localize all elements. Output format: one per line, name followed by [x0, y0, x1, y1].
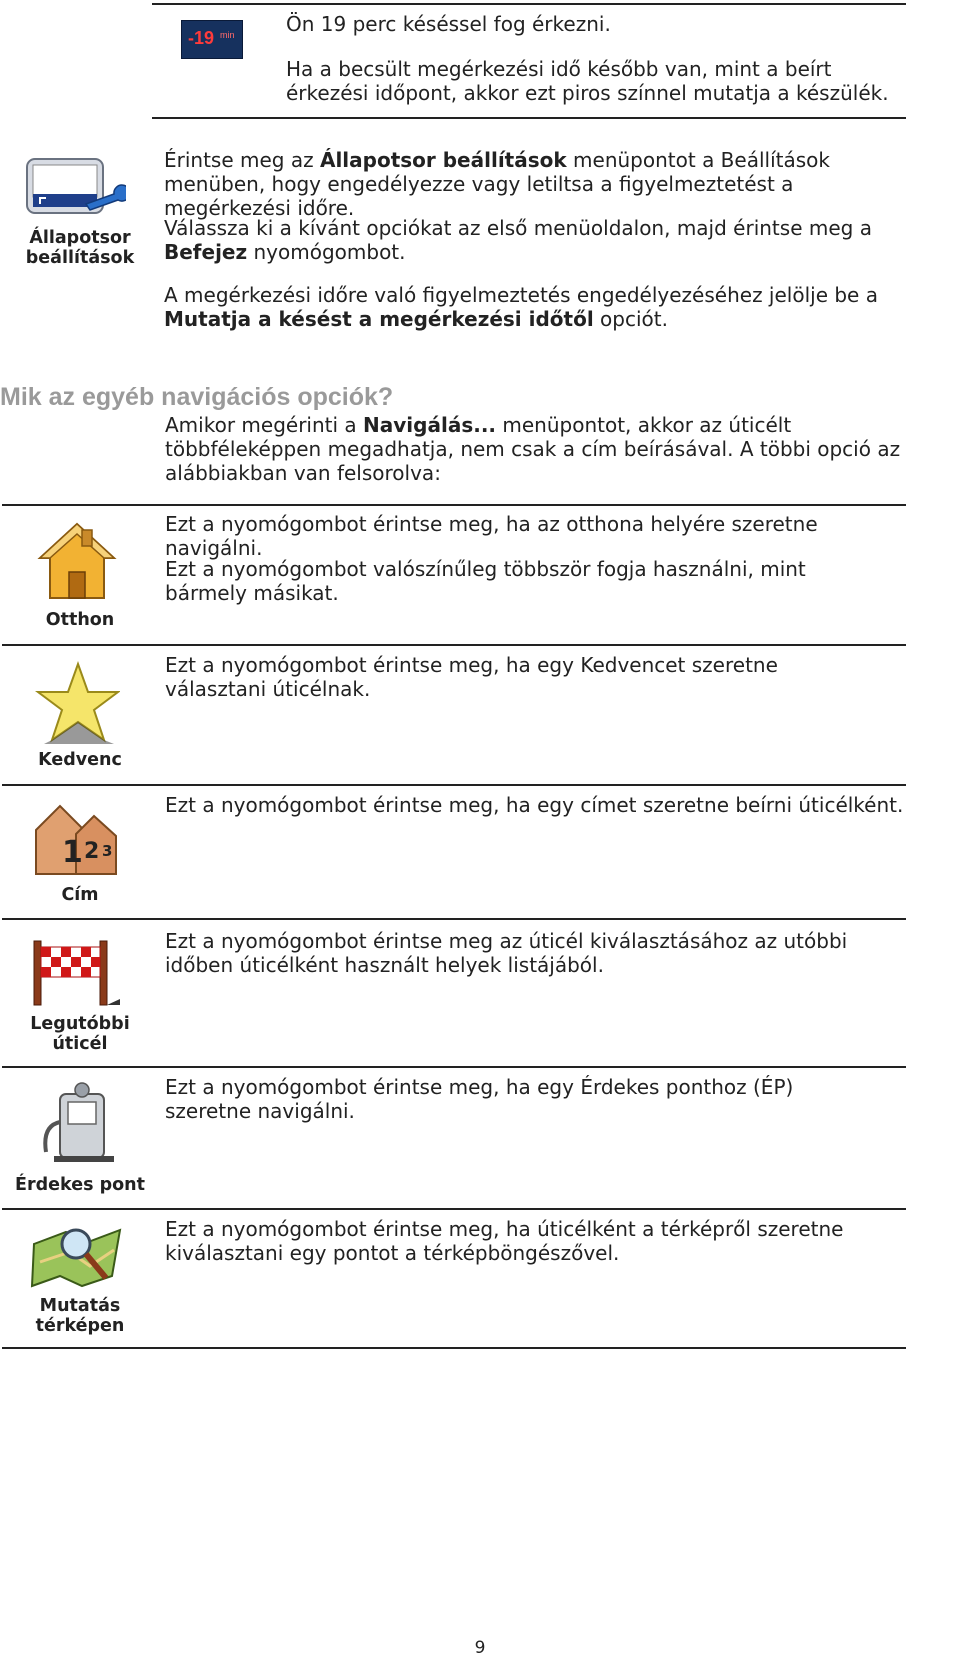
intro-rule — [2, 504, 906, 506]
map-browse-icon[interactable] — [30, 1222, 122, 1290]
star-icon[interactable] — [34, 660, 120, 744]
svg-text:3: 3 — [102, 842, 113, 860]
house-icon[interactable] — [36, 520, 118, 602]
status-settings-paragraph-1: Érintse meg az Állapotsor beállítások menüpontot a Beállítások menüben, hogy engedélyezze vagy letiltsa a figyelmeztetést a megérkezési időre. — [164, 148, 830, 220]
poi-label: Érdekes pont — [15, 1175, 145, 1195]
recent-destination-icon[interactable] — [30, 935, 122, 1009]
status-settings-paragraph-3: A megérkezési időre való figyelmeztetés engedélyezéséhez jelölje be a Mutatja a késést a megérkezési időtől opciót. — [164, 283, 878, 331]
svg-text:1: 1 — [62, 835, 83, 870]
intro-paragraph: Amikor megérinti a Navigálás... menüpontot, akkor az úticélt többféleképpen megadhatja, nem csak a cím beírásával. A többi opció az alábbiakban van felsorolva: — [165, 413, 901, 485]
poi-icon[interactable] — [36, 1082, 118, 1166]
recent-destination-label: Legutóbbi úticél — [30, 1014, 130, 1054]
address-label: Cím — [61, 885, 99, 905]
svg-text:2: 2 — [84, 839, 100, 864]
item-rule-6 — [2, 1347, 906, 1349]
item-rule-1 — [2, 644, 906, 646]
address-icon[interactable] — [32, 800, 120, 878]
late-time-unit: min — [220, 30, 235, 40]
recent-destination-text: Ezt a nyomógombot érintse meg az úticél kiválasztásához az utóbbi időben úticélként használt helyek listájából. — [165, 929, 848, 977]
top-rule — [152, 3, 906, 5]
page-number: 9 — [474, 1638, 486, 1658]
home-label: Otthon — [45, 610, 115, 630]
item-rule-5 — [2, 1208, 906, 1210]
section-heading: Mik az egyéb navigációs opciók? — [0, 383, 394, 411]
address-text: Ezt a nyomógombot érintse meg, ha egy címet szeretne beírni úticélként. — [165, 793, 904, 817]
item-rule-3 — [2, 918, 906, 920]
home-text-1: Ezt a nyomógombot érintse meg, ha az otthona helyére szeretne navigálni. — [165, 512, 818, 560]
status-settings-paragraph-2: Válassza ki a kívánt opciókat az első menüoldalon, majd érintse meg a Befejez nyomógombot. — [164, 216, 872, 264]
status-settings-label: Állapotsor beállítások — [25, 228, 135, 268]
poi-text: Ezt a nyomógombot érintse meg, ha egy Érdekes ponthoz (ÉP) szeretne navigálni. — [165, 1075, 794, 1123]
item-rule-2 — [2, 784, 906, 786]
late-time-badge — [181, 20, 243, 59]
favourite-label: Kedvenc — [38, 750, 122, 770]
favourite-text: Ezt a nyomógombot érintse meg, ha egy Kedvencet szeretne választani úticélnak. — [165, 653, 778, 701]
map-browse-text: Ezt a nyomógombot érintse meg, ha úticélként a térképről szeretne kiválasztani egy pontot a térképböngészővel. — [165, 1217, 844, 1265]
status-bar-settings-icon — [26, 158, 126, 220]
map-browse-label: Mutatás térképen — [35, 1296, 125, 1336]
late-line-2: Ha a becsült megérkezési idő később van, mint a beírt érkezési időpont, akkor ezt piros színnel mutatja a készülék. — [286, 57, 889, 105]
item-rule-4 — [2, 1066, 906, 1068]
late-time-value: -19 — [188, 28, 215, 48]
late-section-rule — [152, 117, 906, 119]
late-line-1: Ön 19 perc késéssel fog érkezni. — [286, 12, 611, 36]
home-text-2: Ezt a nyomógombot valószínűleg többször fogja használni, mint bármely másikat. — [165, 557, 806, 605]
